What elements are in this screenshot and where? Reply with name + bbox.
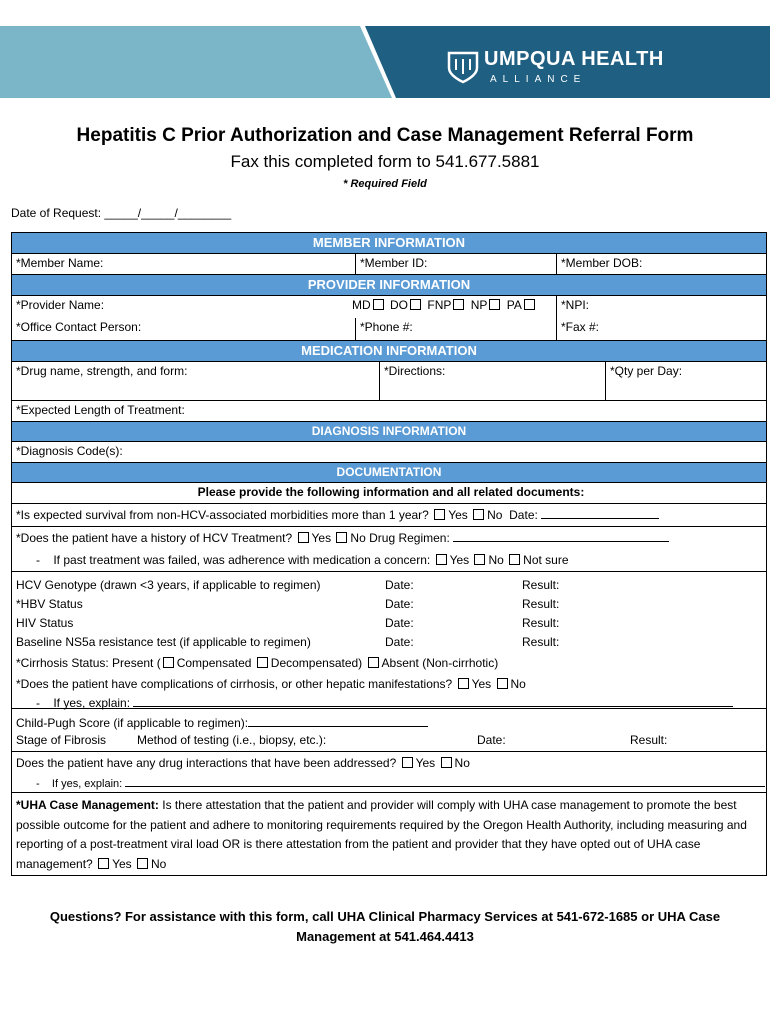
lab-genotype-result[interactable]: Result: bbox=[522, 578, 560, 592]
absent-checkbox[interactable] bbox=[368, 657, 379, 668]
case-management-text: Is there attestation that the patient and provider will comply with UHA case management to promote the best possible outcome for the patient and adhere to monitoring requirements required by the Oregon Health Authority, including measuring and reporting of a post-treatment viral load OR is there attestation from the patient and provider that they have opted out of UHA case management? bbox=[16, 798, 747, 871]
labs-block bbox=[12, 572, 766, 709]
diagnosis-codes-field[interactable]: *Diagnosis Code(s): bbox=[16, 444, 123, 458]
qty-per-day-field[interactable]: *Qty per Day: bbox=[605, 362, 766, 400]
treatment-length-field[interactable]: *Expected Length of Treatment: bbox=[16, 403, 185, 417]
treatment-length-row bbox=[12, 401, 766, 422]
child-pugh bbox=[16, 714, 428, 730]
member-info-heading: MEMBER INFORMATION bbox=[12, 233, 766, 254]
survival-question-text: *Is expected survival from non-HCV-associated morbidities more than 1 year? bbox=[16, 508, 429, 522]
member-row bbox=[12, 254, 766, 275]
lab-hiv-date[interactable]: Date: bbox=[385, 616, 414, 630]
complications-question bbox=[16, 677, 526, 691]
cirrhosis-label: *Cirrhosis Status: Present ( bbox=[16, 656, 161, 670]
complications-explain-label: If yes, explain: bbox=[53, 696, 131, 710]
adherence-no-label: No bbox=[488, 553, 504, 567]
hcv-treatment-question bbox=[12, 527, 766, 549]
credential-pa-label: PA bbox=[506, 298, 522, 312]
survival-question bbox=[12, 504, 766, 526]
credential-fnp-label: FNP bbox=[427, 298, 452, 312]
hcv-treatment-text: *Does the patient have a history of HCV Treatment? bbox=[16, 531, 293, 545]
complications-yes-checkbox[interactable] bbox=[458, 678, 469, 689]
lab-hiv-label: HIV Status bbox=[16, 616, 74, 630]
lab-ns5a-date[interactable]: Date: bbox=[385, 635, 414, 649]
documentation-subheading: Please provide the following information and all related documents: bbox=[197, 485, 585, 499]
credential-md-label: MD bbox=[352, 298, 371, 312]
credential-np-label: NP bbox=[470, 298, 488, 312]
interactions-question bbox=[16, 756, 470, 770]
lab-genotype-date[interactable]: Date: bbox=[385, 578, 414, 592]
footer-contact-line-2: Management at 541.464.4413 bbox=[296, 929, 474, 944]
survival-yes-label: Yes bbox=[448, 508, 468, 522]
adherence-not-sure-label: Not sure bbox=[523, 553, 569, 567]
drug-name-field[interactable]: *Drug name, strength, and form: bbox=[16, 364, 188, 378]
npi-field[interactable]: *NPI: bbox=[556, 296, 766, 318]
drug-regimen-label: Drug Regimen: bbox=[369, 531, 450, 545]
adherence-no-checkbox[interactable] bbox=[474, 554, 485, 565]
member-id-field[interactable]: *Member ID: bbox=[355, 254, 556, 274]
interactions-dash: - bbox=[36, 778, 40, 790]
case-management-yes-label: Yes bbox=[112, 856, 132, 871]
interactions-yes-label: Yes bbox=[415, 756, 436, 770]
date-of-request-field[interactable]: _____/_____/________ bbox=[104, 206, 232, 220]
adherence-yes-checkbox[interactable] bbox=[436, 554, 447, 565]
fibrosis-result-label[interactable]: Result: bbox=[630, 733, 668, 747]
survival-date-field[interactable] bbox=[541, 506, 659, 519]
complications-explain bbox=[36, 694, 733, 710]
adherence-text: If past treatment was failed, was adherence with medication a concern: bbox=[53, 553, 431, 567]
credential-options bbox=[352, 296, 538, 315]
case-management-no-label: No bbox=[150, 856, 167, 871]
office-contact-field[interactable]: *Office Contact Person: bbox=[16, 320, 142, 334]
credential-md-checkbox[interactable] bbox=[373, 299, 384, 310]
required-note: * Required Field bbox=[343, 178, 427, 190]
logo-name: UMPQUA HEALTH bbox=[484, 48, 664, 70]
medication-info-heading: MEDICATION INFORMATION bbox=[12, 341, 766, 362]
interactions-explain bbox=[36, 775, 765, 790]
hcv-treatment-no-label: No bbox=[350, 531, 366, 545]
interactions-yes-checkbox[interactable] bbox=[402, 757, 413, 768]
credential-do-checkbox[interactable] bbox=[410, 299, 421, 310]
interactions-explain-field[interactable] bbox=[125, 775, 765, 787]
diagnosis-info-heading: DIAGNOSIS INFORMATION bbox=[12, 422, 766, 442]
hcv-treatment-yes-label: Yes bbox=[311, 531, 332, 545]
cirrhosis-status bbox=[16, 656, 498, 670]
case-management-label: *UHA Case Management: bbox=[16, 798, 159, 812]
complications-text: *Does the patient have complications of cirrhosis, or other hepatic manifestations? bbox=[16, 677, 453, 691]
documentation-heading: DOCUMENTATION bbox=[12, 463, 766, 483]
provider-rows bbox=[12, 296, 766, 341]
banner-light-stripe bbox=[0, 26, 392, 98]
lab-hiv-result[interactable]: Result: bbox=[522, 616, 560, 630]
documentation-subheading-row bbox=[12, 483, 766, 504]
case-management-no-checkbox[interactable] bbox=[137, 858, 148, 869]
lab-genotype-label: HCV Genotype (drawn <3 years, if applicable to regimen) bbox=[16, 578, 321, 592]
survival-date-label: Date: bbox=[509, 508, 538, 522]
member-dob-field[interactable]: *Member DOB: bbox=[556, 254, 766, 274]
member-name-field[interactable]: *Member Name: bbox=[16, 256, 104, 270]
logo-subtitle: ALLIANCE bbox=[490, 74, 587, 85]
survival-no-label: No bbox=[487, 508, 503, 522]
case-management-yes-checkbox[interactable] bbox=[98, 858, 109, 869]
complications-no-label: No bbox=[510, 677, 526, 691]
medication-row bbox=[12, 362, 766, 401]
interactions-explain-label: If yes, explain: bbox=[51, 778, 123, 790]
phone-field[interactable]: *Phone #: bbox=[355, 318, 556, 340]
survival-no-checkbox[interactable] bbox=[473, 509, 484, 520]
decompensated-label: Decompensated) bbox=[270, 656, 363, 670]
adherence-not-sure-checkbox[interactable] bbox=[509, 554, 520, 565]
fax-field[interactable]: *Fax #: bbox=[556, 318, 766, 340]
credential-np-checkbox[interactable] bbox=[489, 299, 500, 310]
survival-yes-checkbox[interactable] bbox=[434, 509, 445, 520]
hcv-treatment-yes-checkbox[interactable] bbox=[298, 532, 309, 543]
lab-hbv-result[interactable]: Result: bbox=[522, 597, 560, 611]
drug-regimen-field[interactable] bbox=[453, 529, 669, 542]
footer-contact-line-1: Questions? For assistance with this form, call UHA Clinical Pharmacy Services at 541-672-1685 or UHA Case bbox=[49, 909, 721, 924]
date-of-request-label: Date of Request: bbox=[11, 206, 102, 220]
compensated-label: Compensated bbox=[176, 656, 252, 670]
fibrosis-block bbox=[12, 709, 766, 752]
fibrosis-method-label[interactable]: Method of testing (i.e., biopsy, etc.): bbox=[137, 733, 327, 747]
survival-question-row bbox=[12, 504, 766, 527]
page-title: Hepatitis C Prior Authorization and Case Management Referral Form bbox=[76, 125, 694, 146]
child-pugh-label: Child-Pugh Score (if applicable to regimen): bbox=[16, 716, 249, 730]
hcv-treatment-no-checkbox[interactable] bbox=[336, 532, 347, 543]
fibrosis-date-label[interactable]: Date: bbox=[477, 733, 506, 747]
credential-fnp-checkbox[interactable] bbox=[453, 299, 464, 310]
referral-form bbox=[11, 232, 767, 876]
directions-field[interactable]: *Directions: bbox=[379, 362, 605, 400]
lab-ns5a-result[interactable]: Result: bbox=[522, 635, 560, 649]
fibrosis-stage-label[interactable]: Stage of Fibrosis bbox=[16, 733, 107, 747]
interactions-block bbox=[12, 752, 766, 793]
hcv-treatment-row bbox=[12, 527, 766, 572]
provider-info-heading: PROVIDER INFORMATION bbox=[12, 275, 766, 296]
fax-instruction: Fax this completed form to 541.677.5881 bbox=[230, 152, 540, 171]
compensated-checkbox[interactable] bbox=[163, 657, 174, 668]
lab-ns5a-label: Baseline NS5a resistance test (if applicable to regimen) bbox=[16, 635, 311, 649]
adherence-yes-label: Yes bbox=[449, 553, 470, 567]
complications-no-checkbox[interactable] bbox=[497, 678, 508, 689]
child-pugh-field[interactable] bbox=[248, 714, 428, 727]
credential-do-label: DO bbox=[390, 298, 409, 312]
credential-pa-checkbox[interactable] bbox=[524, 299, 535, 310]
adherence-dash: - bbox=[36, 553, 40, 567]
interactions-no-label: No bbox=[454, 756, 470, 770]
decompensated-checkbox[interactable] bbox=[257, 657, 268, 668]
complications-dash: - bbox=[36, 696, 40, 710]
complications-yes-label: Yes bbox=[471, 677, 492, 691]
interactions-no-checkbox[interactable] bbox=[441, 757, 452, 768]
interactions-text: Does the patient have any drug interactions that have been addressed? bbox=[16, 756, 397, 770]
date-of-request bbox=[11, 206, 231, 220]
uha-shield-logo-icon bbox=[446, 50, 480, 84]
adherence-question bbox=[12, 549, 766, 571]
diagnosis-row bbox=[12, 442, 766, 463]
lab-hbv-date[interactable]: Date: bbox=[385, 597, 414, 611]
provider-name-label: *Provider Name: bbox=[16, 298, 105, 312]
case-management-block bbox=[12, 793, 766, 875]
lab-hbv-label: *HBV Status bbox=[16, 597, 83, 611]
absent-label: Absent (Non-cirrhotic) bbox=[381, 656, 499, 670]
provider-name-field[interactable] bbox=[12, 296, 556, 318]
complications-explain-field[interactable] bbox=[133, 694, 733, 707]
